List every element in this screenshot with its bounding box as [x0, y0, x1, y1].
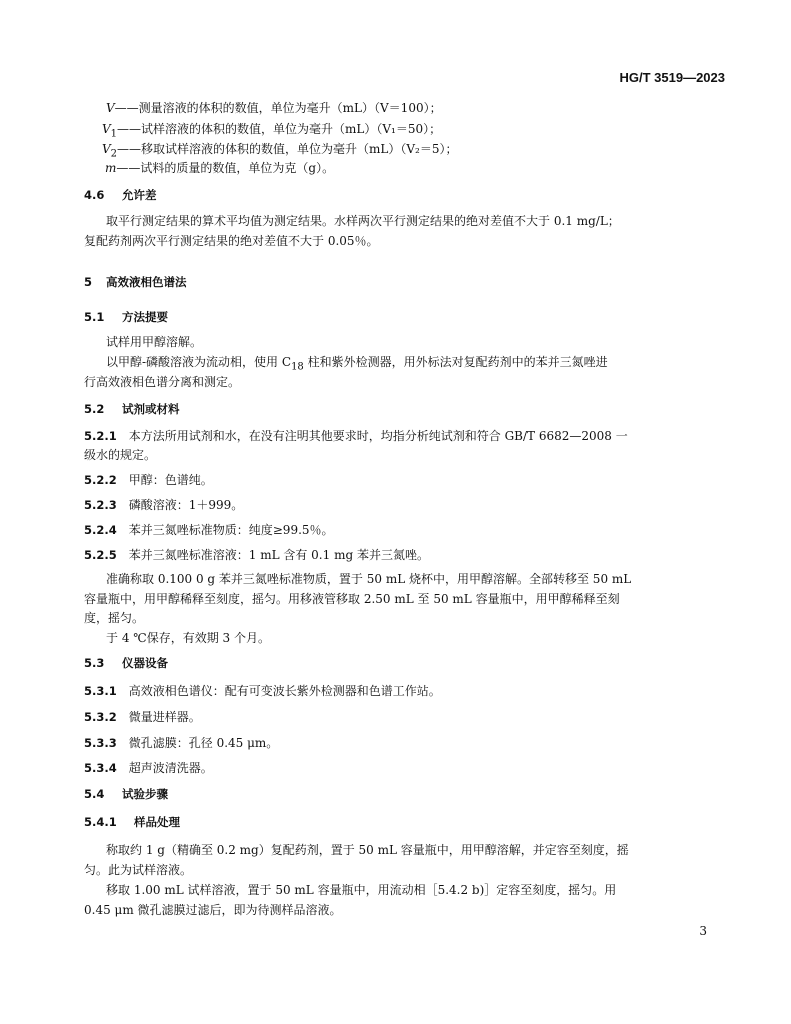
section-heading: 4.6 允许差	[84, 188, 157, 202]
paragraph: 度，摇匀。	[84, 611, 145, 625]
paragraph: 匀。此为试样溶液。	[84, 863, 193, 877]
section-heading: 5.3 仪器设备	[84, 656, 168, 670]
paragraph: 复配药剂两次平行测定结果的绝对差值不大于 0.05％。	[84, 234, 379, 248]
paragraph: 于 4 ℃保存，有效期 3 个月。	[106, 631, 270, 645]
variable-definition: m——试料的质量的数值，单位为克（g）。	[105, 161, 335, 175]
section-heading: 5.1 方法提要	[84, 310, 168, 324]
paragraph: 行高效液相色谱分离和测定。	[84, 375, 241, 389]
page-number: 3	[699, 924, 707, 938]
clause: 5.3.2 微量进样器。	[84, 710, 201, 724]
clause: 5.3.1 高效液相色谱仪：配有可变波长紫外检测器和色谱工作站。	[84, 684, 441, 698]
variable-definition: V——测量溶液的体积的数值，单位为毫升（mL）（V＝100）；	[106, 101, 442, 115]
section-heading: 5.4 试验步骤	[84, 787, 168, 801]
paragraph: 取平行测定结果的算术平均值为测定结果。水样两次平行测定结果的绝对差值不大于 0.1 mg/L；	[106, 214, 620, 228]
variable-definition: $V_2——$移取试样溶液的体积的数值，单位为毫升（mL）（V₂＝5）；	[102, 142, 458, 160]
section-heading: 5.2 试剂或材料	[84, 402, 180, 416]
clause: 5.2.3 磷酸溶液：1＋999。	[84, 498, 244, 512]
clause: 5.3.4 超声波清洗器。	[84, 761, 213, 775]
paragraph: 以甲醇-磷酸溶液为流动相，使用 $C_{18}$ 柱和紫外检测器，用外标法对复配药剂中的苯并三氮唑进	[106, 355, 608, 373]
clause: 5.2.5 苯并三氮唑标准溶液：1 mL 含有 0.1 mg 苯并三氮唑。	[84, 548, 429, 562]
paragraph: 0.45 μm 微孔滤膜过滤后，即为待测样品溶液。	[84, 903, 342, 917]
clause: 5.3.3 微孔滤膜：孔径 0.45 μm。	[84, 736, 279, 750]
paragraph: 试样用甲醇溶解。	[106, 335, 203, 349]
document-code: HG/T 3519—2023	[619, 70, 725, 85]
paragraph: 移取 1.00 mL 试样溶液，置于 50 mL 容量瓶中，用流动相［5.4.2 b)］定容至刻度，摇匀。用	[106, 883, 617, 897]
paragraph: 容量瓶中，用甲醇稀释至刻度，摇匀。用移液管移取 2.50 mL 至 50 mL 容量瓶中，用甲醇稀释至刻	[84, 592, 620, 606]
paragraph: 准确称取 0.100 0 g 苯并三氮唑标准物质，置于 50 mL 烧杯中，用甲醇溶解。全部转移至 50 mL	[106, 572, 632, 586]
clause: 5.2.1 本方法所用试剂和水，在没有注明其他要求时，均指分析纯试剂和符合 GB/T 6682—2008 一	[84, 429, 628, 443]
paragraph: 级水的规定。	[84, 448, 157, 462]
subsection-heading: 5.4.1 样品处理	[84, 815, 180, 829]
clause: 5.2.4 苯并三氮唑标准物质：纯度≥99.5％。	[84, 523, 334, 537]
variable-definition: $V_1——$试样溶液的体积的数值，单位为毫升（mL）（V₁＝50）；	[102, 122, 442, 140]
clause: 5.2.2 甲醇：色谱纯。	[84, 473, 213, 487]
paragraph: 称取约 1 g（精确至 0.2 mg）复配药剂，置于 50 mL 容量瓶中，用甲醇溶解，并定容至刻度，摇	[106, 843, 629, 857]
section-heading: 5 高效液相色谱法	[84, 275, 187, 289]
